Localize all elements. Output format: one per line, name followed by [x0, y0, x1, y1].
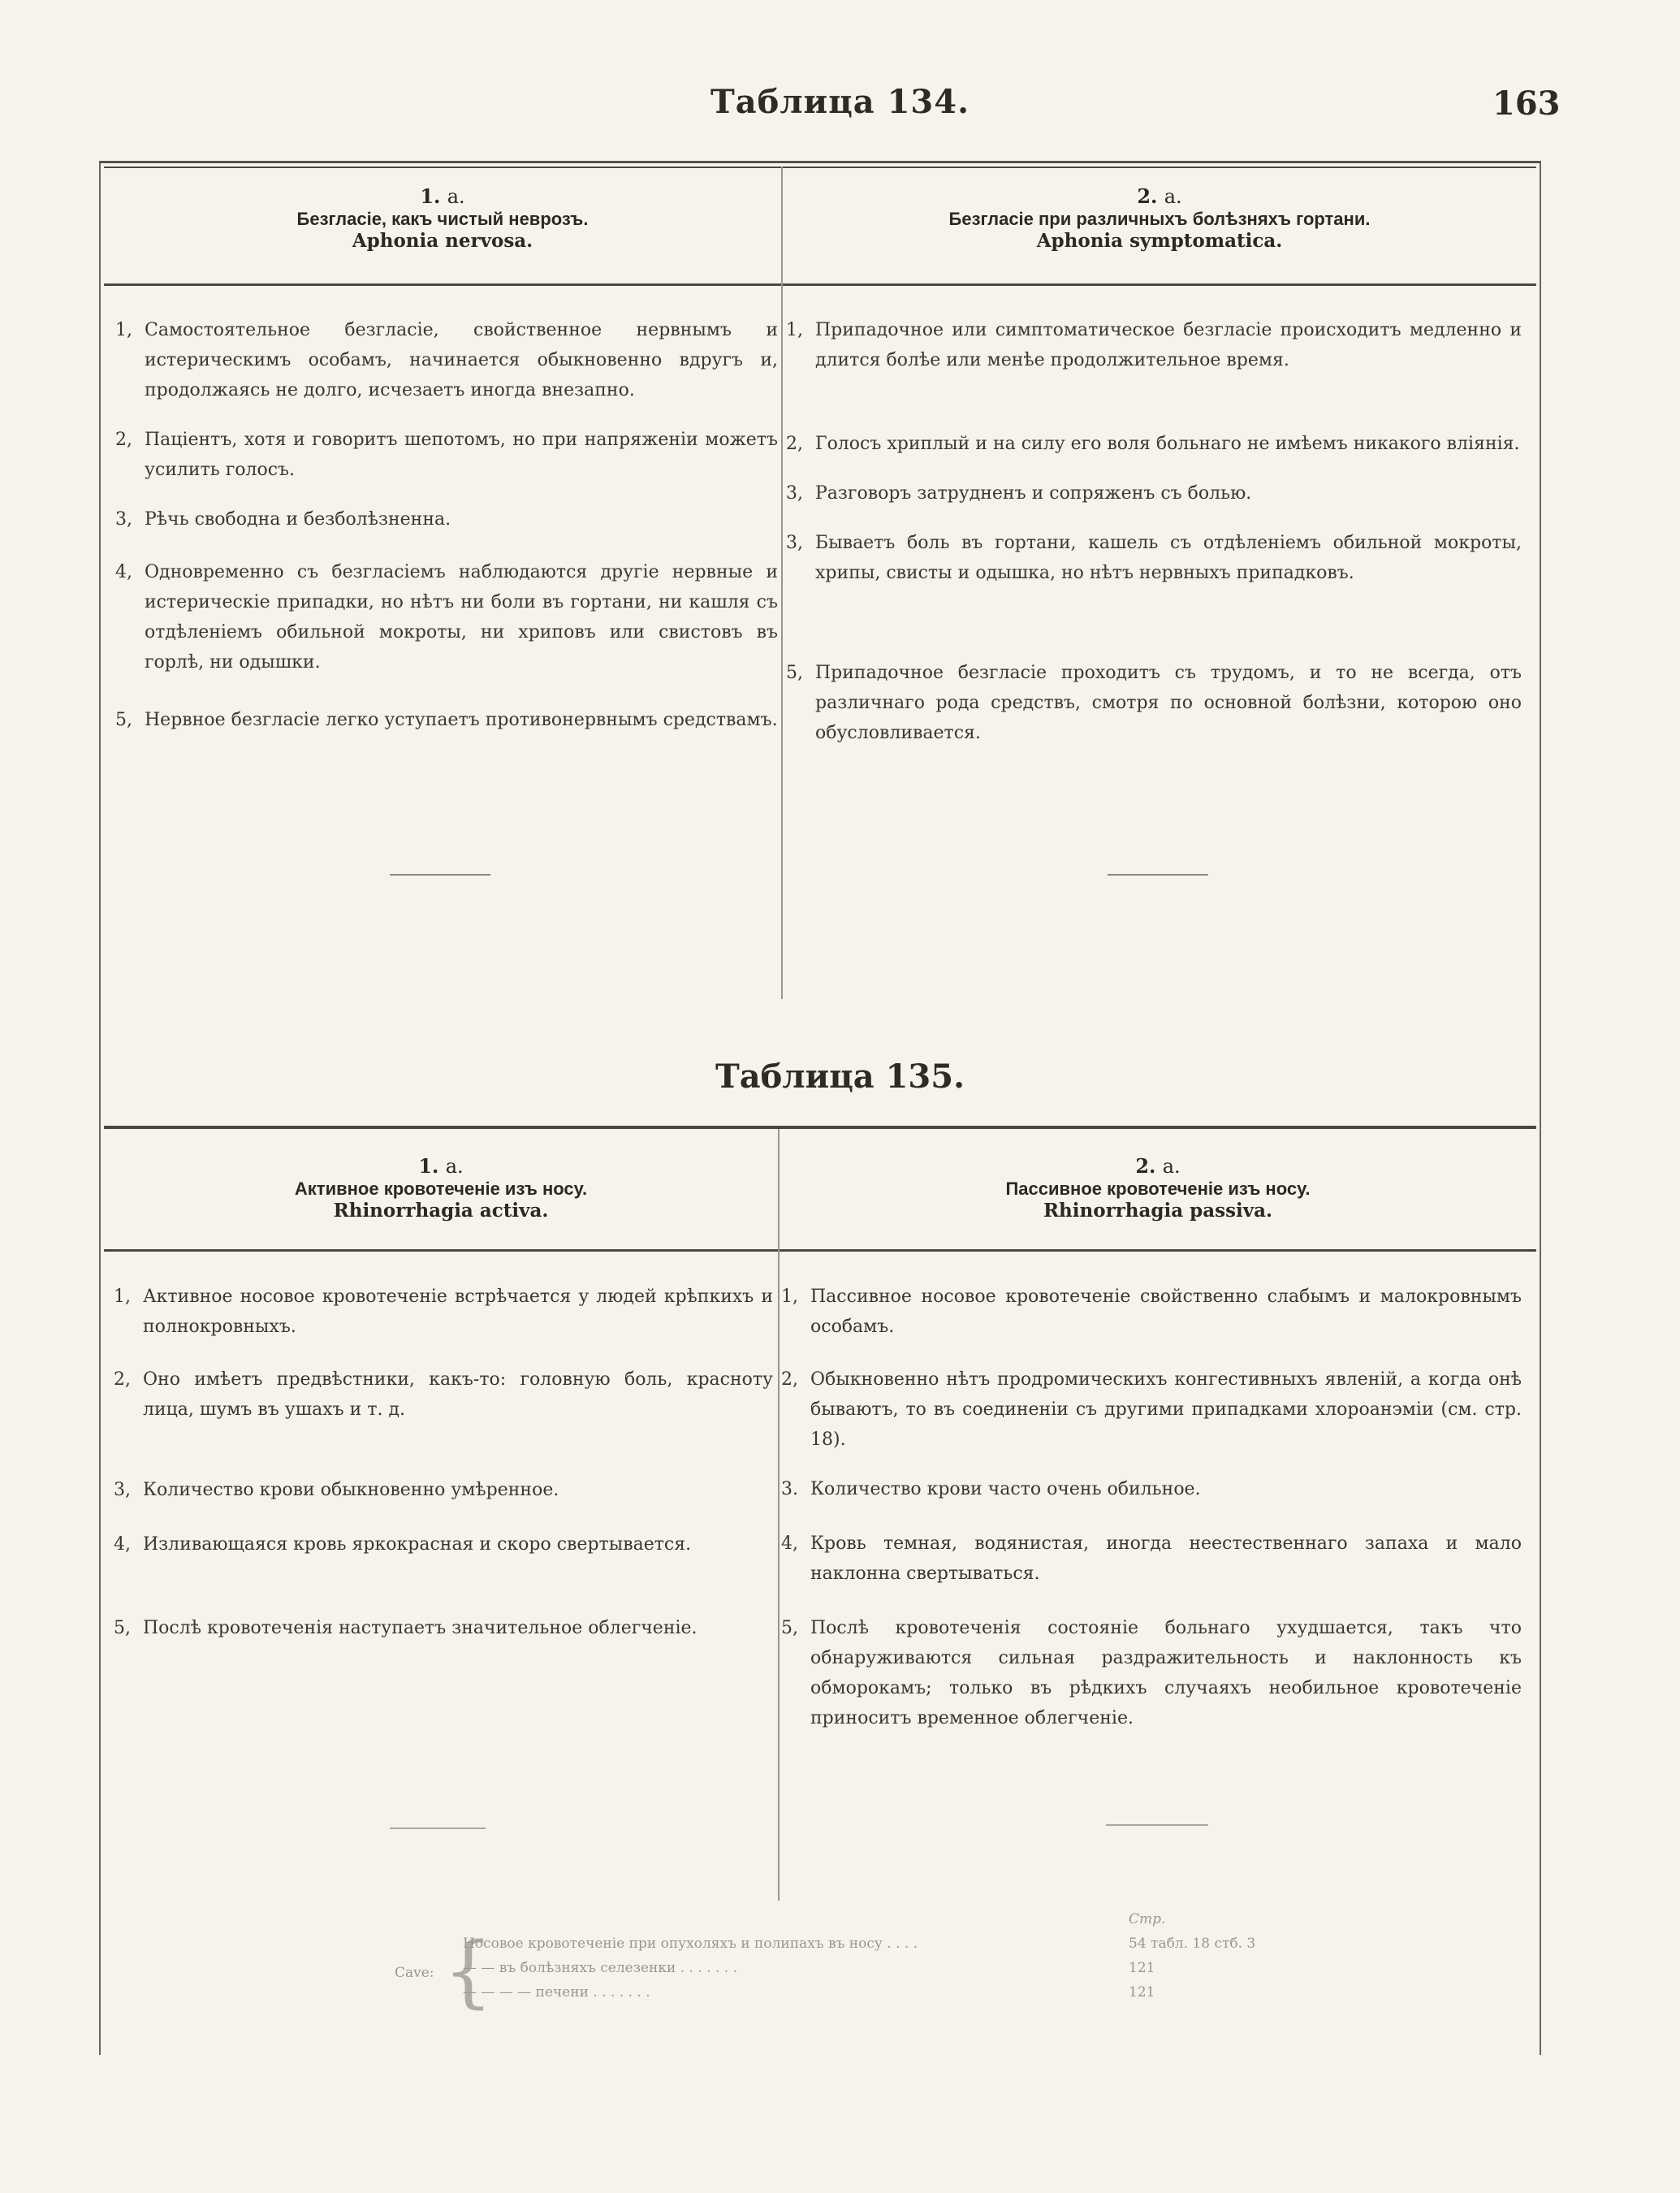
cave-rows	[463, 1911, 1275, 2005]
column-title: Безгласіе при различныхъ болѣзняхъ гортани.	[948, 209, 1371, 229]
table135-header-top-rule	[104, 1126, 1536, 1129]
footnote-row: — — въ болѣзняхъ селезенки . . . . . . . 121	[463, 1960, 1155, 1976]
list-item: 5, Послѣ кровотеченія состояніе больнаго ухудшается, такъ что обнаруживаются сильная раздражительность и наклонность къ обморокамъ; только въ рѣдкихъ случаяхъ необильное кровотеченіе приноситъ временное облегченіе.	[781, 1618, 1522, 1728]
list-item: 3. Количество крови часто очень обильное.	[781, 1479, 1201, 1499]
cave-label: Cave:	[395, 1965, 434, 1981]
list-item: 3, Рѣчь свободна и безболѣзненна.	[115, 509, 451, 530]
list-item: 2, Оно имѣетъ предвѣстники, какъ-то: головную боль, красноту лица, шумъ въ ушахъ и т. д.	[114, 1369, 773, 1420]
column-latin-title: Aphonia nervosa.	[352, 230, 533, 252]
page-column-label: Стр.	[1129, 1911, 1166, 1927]
end-rule	[1108, 874, 1208, 876]
column-number: 2. а.	[1135, 1154, 1181, 1178]
list-item: 1, Самостоятельное безгласіе, свойственное нервнымъ и истерическимъ особамъ, начинается обыкновенно вдругъ и, продолжаясь не долго, исчезаетъ иногда внезапно.	[115, 320, 778, 400]
end-rule	[1106, 1824, 1208, 1826]
list-item: 3, Разговоръ затрудненъ и сопряженъ съ болью.	[786, 483, 1252, 504]
table134-column-divider	[781, 167, 783, 999]
column-title: Безгласіе, какъ чистый неврозъ.	[296, 209, 589, 229]
table135-title: Таблица 135.	[715, 1058, 965, 1096]
table134-header-bottom-rule	[104, 283, 1536, 286]
list-item: 1, Активное носовое кровотеченіе встрѣчается у людей крѣпкихъ и полнокровныхъ.	[114, 1287, 773, 1337]
list-item: 1, Пассивное носовое кровотеченіе свойственно слабымъ и малокровнымъ особамъ.	[781, 1287, 1522, 1337]
list-item: 4, Изливающаяся кровь яркокрасная и скоро свертывается.	[114, 1534, 692, 1555]
column-title: Пассивное кровотеченіе изъ носу.	[1005, 1179, 1311, 1199]
list-item: 5, Припадочное безгласіе проходитъ съ трудомъ, и то не всегда, отъ различнаго рода средствъ, смотря по основной болѣзни, которою оно обусловливается.	[786, 663, 1522, 743]
list-item: 2, Паціентъ, хотя и говоритъ шепотомъ, но при напряженіи можетъ усилить голосъ.	[115, 430, 778, 480]
list-item: 3, Количество крови обыкновенно умѣренное.	[114, 1480, 559, 1500]
column-number: 1. а.	[418, 1154, 464, 1178]
footnote-row: Стр. Носовое кровотеченіе при опухоляхъ и полипахъ въ носу . . . . 54 табл. 18 стб. 3	[463, 1931, 1275, 1956]
end-rule	[390, 1828, 486, 1829]
table135-left-header	[104, 1155, 778, 1222]
page-title: Таблица 134.	[710, 83, 970, 121]
list-item: 2, Голосъ хриплый и на силу его воля больнаго не имѣемъ никакого вліянія.	[786, 434, 1520, 454]
table135-header-bottom-rule	[104, 1249, 1536, 1252]
list-item: 5, Нервное безгласіе легко уступаетъ противонервнымъ средствамъ.	[115, 710, 778, 730]
table134-right-items	[786, 315, 1522, 768]
list-item: 4, Одновременно съ безгласіемъ наблюдаются другіе нервные и истерическіе припадки, но нѣтъ ни боли въ гортани, ни кашля съ отдѣленіемъ обильной мокроты, ни хриповъ или свистовъ въ горлѣ, ни одышки.	[115, 562, 778, 673]
column-number: 1. а.	[420, 184, 465, 208]
table135-left-items	[114, 1282, 773, 1663]
table134-header-top-rule	[104, 167, 1536, 168]
table134-left-items	[115, 315, 778, 755]
list-item: 5, Послѣ кровотеченія наступаетъ значительное облегченіе.	[114, 1618, 697, 1638]
table135-right-header	[780, 1155, 1536, 1222]
list-item: 1, Припадочное или симптоматическое безгласіе происходитъ медленно и длится болѣе или менѣе продолжительное время.	[786, 320, 1522, 370]
table134-right-header	[783, 185, 1536, 252]
table135-column-divider	[778, 1129, 780, 1901]
brace-icon: {	[443, 1926, 494, 2017]
page-number: 163	[1492, 84, 1561, 123]
end-rule	[390, 874, 490, 876]
column-title: Активное кровотеченіе изъ носу.	[294, 1179, 588, 1199]
table134-left-header	[104, 185, 781, 252]
list-item: 4, Кровь темная, водянистая, иногда неестественнаго запаха и мало наклонна свертываться.	[781, 1533, 1522, 1584]
column-latin-title: Rhinorrhagia passiva.	[1043, 1200, 1273, 1222]
list-item: 3, Бываетъ боль въ гортани, кашель съ отдѣленіемъ обильной мокроты, хрипы, свисты и одышка, но нѣтъ нервныхъ припадковъ.	[786, 533, 1522, 583]
column-number: 2. а.	[1137, 184, 1182, 208]
column-latin-title: Rhinorrhagia activa.	[333, 1200, 549, 1222]
table135-right-items	[781, 1282, 1522, 1753]
list-item: 2, Обыкновенно нѣтъ продромическихъ конгестивныхъ явленій, а когда онѣ бываютъ, то въ соединеніи съ другими припадками хлороанэміи (см. стр. 18).	[781, 1369, 1522, 1450]
footnote-row: — — — — печени . . . . . . . 121	[463, 1984, 1155, 2001]
column-latin-title: Aphonia symptomatica.	[1036, 230, 1283, 252]
